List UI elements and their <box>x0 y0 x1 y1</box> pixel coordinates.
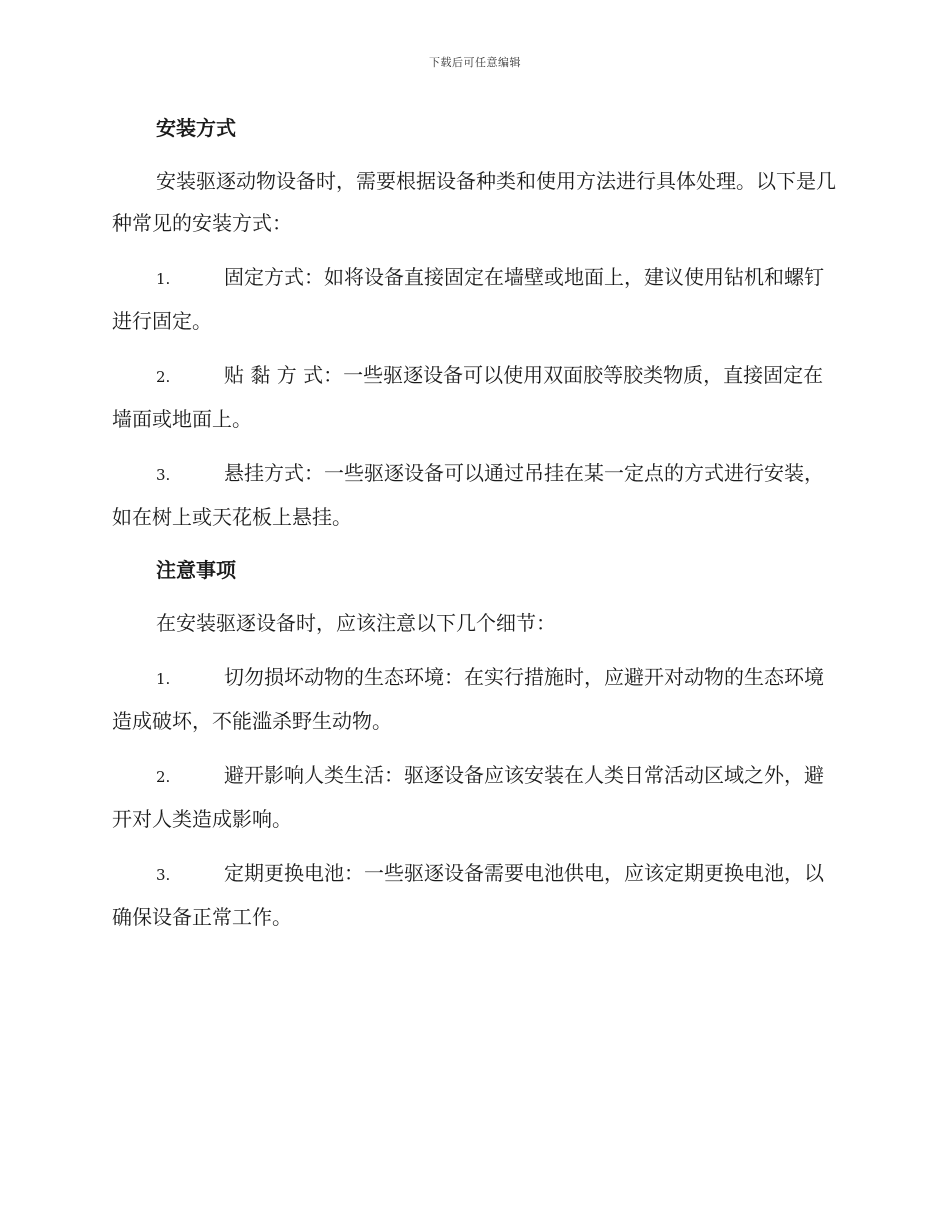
list-item <box>112 452 837 538</box>
list-item <box>112 256 837 342</box>
list-item-text: 贴 黏 方 式：一些驱逐设备可以使用双面胶等胶类物质，直接固定在墙面或地面上。 <box>112 363 824 431</box>
list-item-number: 2. <box>156 768 171 786</box>
list-item-text: 切勿损坏动物的生态环境：在实行措施时，应避开对动物的生态环境造成破坏，不能滥杀野生动物。 <box>112 665 824 733</box>
list-item <box>112 754 837 840</box>
section-heading-precautions: 注意事项 <box>156 558 236 582</box>
list-item-text: 固定方式：如将设备直接固定在墙壁或地面上，建议使用钻机和螺钉进行固定。 <box>112 265 824 333</box>
list-item-number: 3. <box>156 866 171 884</box>
page-header: 下载后可任意编辑 <box>429 56 521 69</box>
list-item-text: 定期更换电池：一些驱逐设备需要电池供电，应该定期更换电池，以确保设备正常工作。 <box>112 861 824 929</box>
list-item <box>112 354 837 440</box>
list-item-number: 2. <box>156 368 171 386</box>
section-heading-installation: 安装方式 <box>156 116 236 140</box>
list-item-text: 避开影响人类生活：驱逐设备应该安装在人类日常活动区域之外，避开对人类造成影响。 <box>112 763 824 831</box>
list-item-number: 1. <box>156 670 171 688</box>
document-body <box>112 110 837 938</box>
list-item <box>112 656 837 742</box>
section-intro-installation: 安装驱逐动物设备时，需要根据设备种类和使用方法进行具体处理。以下是几种常见的安装方式： <box>112 169 836 235</box>
section-intro-precautions: 在安装驱逐设备时，应该注意以下几个细节： <box>156 611 556 635</box>
list-item <box>112 852 837 938</box>
list-item-number: 3. <box>156 466 171 484</box>
list-item-number: 1. <box>156 270 171 288</box>
list-item-text: 悬挂方式：一些驱逐设备可以通过吊挂在某一定点的方式进行安装，如在树上或天花板上悬挂。 <box>112 461 824 529</box>
